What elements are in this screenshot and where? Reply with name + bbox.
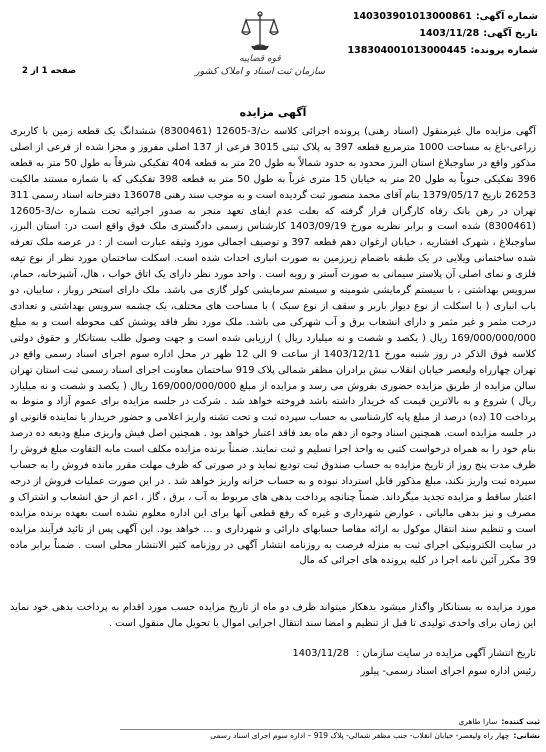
address: چهار راه ولیعصر- خیابان انقلاب- جنب مظفر شمالی- پلاک 919 – اداره سوم اجرای اسناد رسمی bbox=[210, 731, 510, 740]
registrar-name: سارا طاهری bbox=[458, 717, 498, 726]
judiciary-emblem-icon bbox=[240, 10, 280, 54]
registry-organization-name: سازمان ثبت اسناد و املاک کشور bbox=[195, 66, 325, 77]
footer bbox=[6, 716, 540, 742]
ad-date: 1403/11/28 bbox=[419, 28, 480, 39]
notice-clause: مورد مزایده به بستانکار واگذار میشود بدهکار میتواند ظرف دو ماه از تاریخ مزایده حسب مورد اقدام به پرداخت بدهی خود نماید این زمان برای واحدی تولیدی تا قبل از تنظیم و امضا سند انتقال اجرایی اموال یا تحویل مال منقول است . bbox=[10, 602, 536, 629]
ad-number-label: شماره آگهی: bbox=[475, 11, 538, 22]
publication-date-row bbox=[293, 648, 536, 659]
organization-name bbox=[150, 54, 370, 77]
file-number: 138304001013000445 bbox=[347, 45, 467, 56]
publication-date: 1403/11/28 bbox=[292, 648, 349, 659]
notice-metadata bbox=[318, 8, 538, 59]
publication-date-label: تاریخ انتشار آگهی مزایده در سایت سازمان : bbox=[356, 648, 536, 659]
ad-date-row bbox=[318, 25, 538, 42]
judiciary-name: قوه قضاییه bbox=[239, 54, 281, 64]
signer: رئیس اداره سوم اجرای اسناد رسمی- پیلور bbox=[360, 666, 536, 677]
address-label: نشانی: bbox=[513, 731, 540, 740]
registrar-row bbox=[6, 716, 540, 728]
file-number-label: شماره پرونده: bbox=[470, 45, 538, 56]
ad-date-label: تاریخ آگهی: bbox=[483, 28, 538, 39]
address-row bbox=[6, 730, 540, 742]
notice-title: آگهی مزایده bbox=[239, 106, 307, 119]
registrar-label: ثبت کننده: bbox=[501, 717, 540, 726]
ad-number-row bbox=[318, 8, 538, 25]
page-indicator: صفحه 1 از 2 bbox=[22, 66, 77, 76]
notice-body: آگهی مزایده مال غیرمنقول (اسناد رهنی) پرونده اجرائی کلاسه ث/3-12605 (8300461) ششدانگ یک قطعه زمین با کاربری زراعی-باغ به مساحت 1000 مترمربع قطعه 397 به پلاک ثبتی 3015 فرعی از 137 اصلی مفروز و مجزا شده از فرعی از اصلی مذکور واقع در ساوجبلاغ استان البرز محدود به حدود شمالاً به طول 20 متر به قطعه 404 تفکیکی شرقاً به طول 50 متر به قطعه 396 تفکیکی جنوباً به طول 20 متر به خیابان 15 متری غرباً به طول 50 متر به قطعه 398 تفکیکی که با شماره مستند مالکیت 26253 تاریخ 1379/05/17 بنام آقای محمد منصور ثبت گردیده است و به موجب سند رهنی 136078 دفترخانه اسناد رسمی 311 تهران در رهن بانک رفاه کارگران قرار گرفته که بعلت عدم ایفای تعهد منجر به صدور اجرائیه تحت شماره ث/3-12605 (8300461) شده است و برابر نظریه مورخ 1403/09/19 کارشناس رسمی دادگستری ملک فوق واقع است در: استان البرز، ساوجبلاغ ، شهرک افشاریه ، خیابان ارغوان دهم قطعه 397 و توصیف اجمالی مورد وثیقه عبارت است از : در عرصه ملک تعرفه شده ساختمانی ویلایی در یک طبقه باضمام زیرزمین به صورت انباری احداث شده است. اسکلت ساختمان مورد نظر از نوع تیغه فلزی و نمای اصلی آن پلاستر سیمانی به صورت آستر و رویه است . واحد مورد نظر دارای یک اتاق خواب ، هال، آشپزخانه، حمام، سرویس بهداشتی ، با سیستم گرمایشی شومینه و سیستم سرمایشی کولر گازی می باشد. ملک دارای استخر روباز ، سایبان، دو باب انباری ( با اسکلت از نوع دیوار باربر و سقف از نوع سبک ) با مساحت های مختلف، یک چشمه سرویس بهداشتی و تعدادی درخت مثمر و غیر مثمر و دارای انشعاب برق و آب شهرکی می باشد. ملک مورد نظر فاقد پوشش کف محوطه است و به مبلغ 169/000/000/000 ریال ( یکصد و شصت و نه میلیارد ریال ) ارزیابی شده است و جهت وصول طلب بستانکار و حقوق دولتی کلاسه فوق الذکر در روز شنبه مورخ 1403/12/11 از ساعت 9 الی 12 ظهر در محل اداره سوم اجرای اسناد رسمی واقع در تهران چهارراه ولیعصر خیابان انقلاب نبش برادران مظفر شمالی پلاک 919 ساختمان معاونت اجرای اسناد رسمی ثبت استان تهران سالن مزایده از طریق مزایده حضوری بفروش می رسد و مزایده از مبلغ 169/000/000/000 ریال ( یکصد و شصت و نه میلیارد ریال ) شروع و به بالاترین قیمت که خریدار داشته باشد فروخته خواهد شد . شرکت در جلسه مزایده برای عموم آزاد و منوط به پرداخت 10 (ده) درصد از مبلغ پایه کارشناسی به حساب سپرده ثبت و تحت تشنه واریز اعلامی و حضور خریدار یا نماینده قانونی او در جلسه مزایده است. همچنین اسناد وجوه از دهم ماه بعد فاقد اعتبار خواهد بود . همچنین اصل فیش واریزی مبلغ ودیعه ده درصد بنام خود را به همراه درخواست کتبی به واحد اجرا تسلیم و ثبت نمایند. ضمناً برنده مزایده مکلف است مابه التفاوت مبلغ فروش را ظرف مدت پنج روز از تاریخ مزایده به حساب صندوق ثبت تودیع نماید و در صورتی که ظرف مهلت مقرر مانده فروش را به حساب سپرده ثبت واریز نکند، مبلغ مذکور قابل استرداد نبوده و به حساب خزانه واریز خواهد شد . در این صورت عملیات فروش از درجه اعتبار ساقط و مزایده تجدید میگرداند. ضمناً چنانچه پرداخت بدهی های مربوط به آب ، برق ، گاز ، اعم از حق انشعاب و اشتراک و مصرف و نیز بدهی مالیاتی ، عوارض شهرداری و غیره که رفع قطعی آنها برای این اداره معلوم نشده است بعهده برنده مزایده است و تنظیم سند انتقال موکول به ارائه مفاصا حسابهای دارائی و شهرداری و ... خواهد بود. این آگهی پس از تائید فرآیند مزایده در سایت الکترونیکی اجرای ثبت به منزله فرصت به روزنامه انتشار آگهی در روزنامه کثیر الانتشار محلی است . ضمناً برابر ماده 39 مکرر آئین نامه اجرا در کلیه پرونده های اجرائی که مال bbox=[10, 126, 537, 567]
ad-number: 140303901013000861 bbox=[352, 11, 472, 22]
